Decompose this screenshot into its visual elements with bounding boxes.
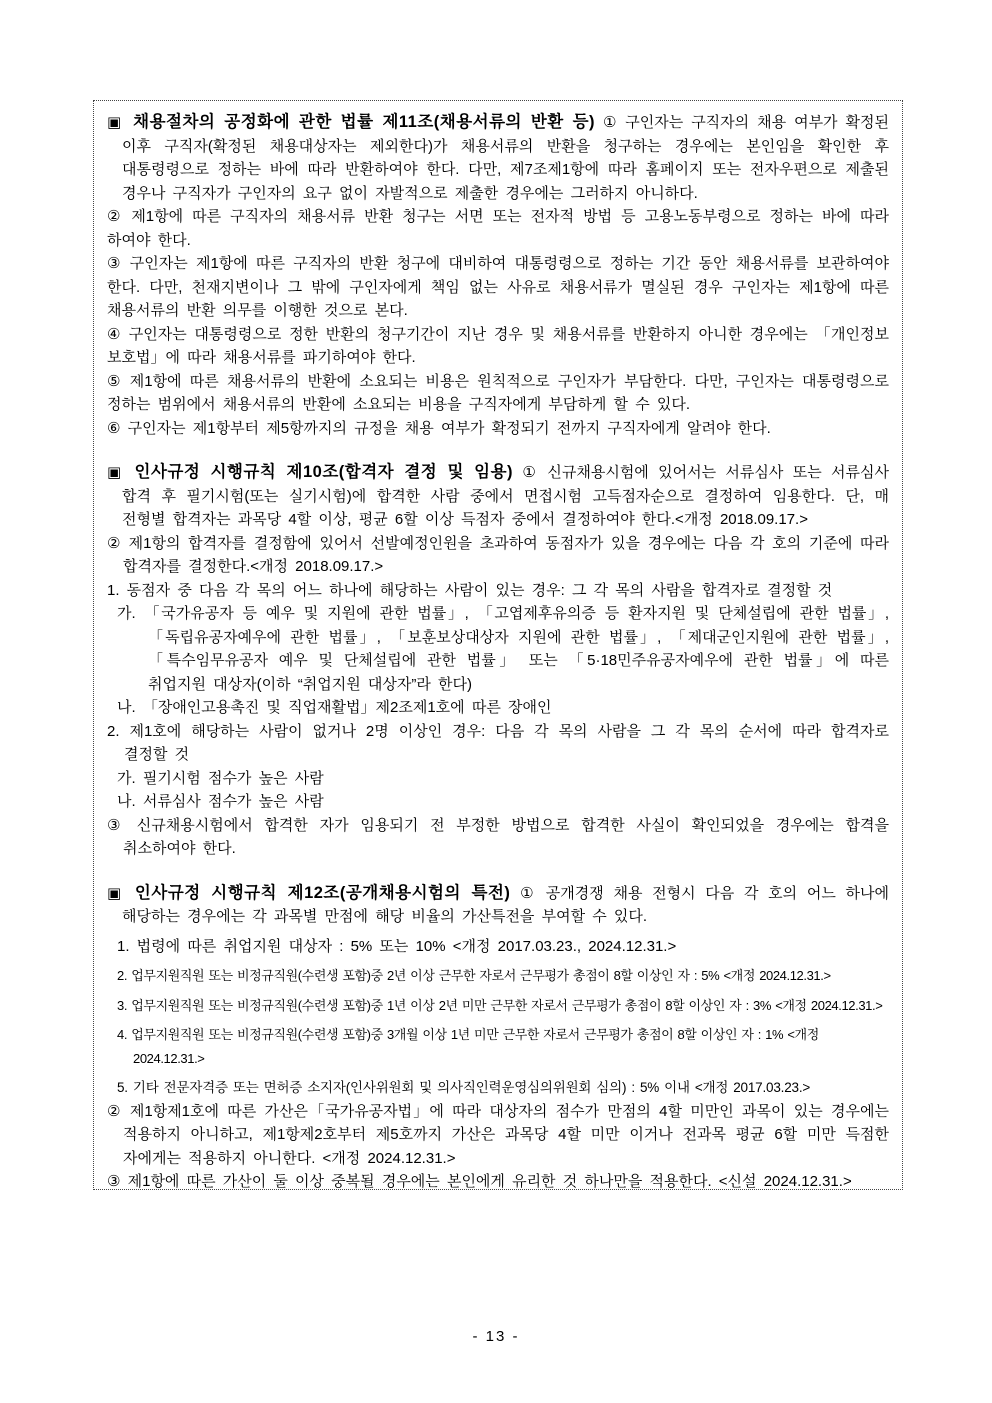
- law-paragraph: 가. 필기시험 점수가 높은 사람: [117, 769, 324, 787]
- section-lead-paragraph: [107, 111, 889, 205]
- section-marker-icon: ▣: [107, 114, 122, 131]
- law-paragraph: 가. 「국가유공자 등 예우 및 지원에 관한 법률」, 「고엽제후유의증 등 환자지원 및 단체설립에 관한 법률」, 「독립유공자예우에 관한 법률」, 「보훈보상대상자 지원에 관한 법률」, 「제대군인지원에 관한 법률」, 「특수임무유공자 예우 및 단체설립에 관한 법률」 또는 「5·18민주유공자예우에 관한 법률」에 따른 취업지원 대상자(이하 “취업지원 대상자”라 한다): [117, 605, 889, 693]
- law-paragraph: ② 제1항의 합격자를 결정함에 있어서 선발예정인원을 초과하여 동점자가 있을 경우에는 다음 각 호의 기준에 따라 합격자를 결정한다.<개정 2018.09.17.>: [107, 534, 889, 575]
- law-paragraph: ⑤ 제1항에 따른 채용서류의 반환에 소요되는 비용은 원칙적으로 구인자가 부담한다. 다만, 구인자는 대통령령으로 정하는 범위에서 채용서류의 반환에 소요되는 비용을 구직자에게 부담하게 할 수 있다.: [107, 372, 889, 413]
- section-title: 인사규정 시행규칙 제12조(공개채용시험의 특전): [134, 883, 511, 902]
- law-paragraph: 3. 업무지원직원 또는 비정규직원(수련생 포함)중 1년 이상 2년 미만 근무한 자로서 근무평가 총점이 8할 이상인 자 : 3% <개정 2024.12.31.>: [117, 997, 883, 1013]
- section-marker-icon: ▣: [107, 464, 122, 481]
- law-paragraph: 5. 기타 전문자격증 또는 면허증 소지자(인사위원회 및 의사직인력운영심의위원회 심의) : 5% 이내 <개정 2017.03.23.>: [117, 1080, 811, 1095]
- law-paragraph: 2. 업무지원직원 또는 비정규직원(수련생 포함)중 2년 이상 근무한 자로서 근무평가 총점이 8할 이상인 자 : 5% <개정 2024.12.31.>: [117, 968, 831, 983]
- law-paragraph: 4. 업무지원직원 또는 비정규직원(수련생 포함)중 3개월 이상 1년 미만 근무한 자로서 근무평가 총점이 8할 이상인 자 : 1% <개정 2024.12.31.>: [117, 1027, 819, 1066]
- law-box: [93, 100, 903, 1190]
- section-lead-text: ① 공개경쟁 채용 전형시 다음 각 호의 어느 하나에 해당하는 경우에는 각 과목별 만점에 해당 비율의 가산특전을 부여할 수 있다.: [122, 884, 889, 925]
- section-hr-rule-art12: [107, 882, 889, 1191]
- law-paragraph: ③ 구인자는 제1항에 따른 구직자의 반환 청구에 대비하여 대통령령으로 정하는 기간 동안 채용서류를 보관하여야 한다. 다만, 천재지변이나 그 밖에 구인자에게 책임 없는 사유로 채용서류가 멸실된 경우 구인자는 제1항에 따른 채용서류의 반환 의무를 이행한 것으로 본다.: [107, 255, 889, 319]
- section-lead-text: ① 신규채용시험에 있어서는 서류심사 또는 서류심사 합격 후 필기시험(또는 실기시험)에 합격한 사람 중에서 면접시험 고득점자순으로 결정하여 임용한다. 단, 매 전형별 합격자는 과목당 4할 이상, 평균 6할 이상 득점자 중에서 결정하여야 한다.<개정 2018.09.17.>: [122, 464, 890, 528]
- law-paragraph: 나. 서류심사 점수가 높은 사람: [117, 793, 324, 810]
- section-lead-text: ① 구인자는 구직자의 채용 여부가 확정된 이후 구직자(확정된 채용대상자는 제외한다)가 채용서류의 반환을 청구하는 경우에는 본인임을 확인한 후 대통령령으로 정하는 바에 따라 반환하여야 한다. 다만, 제7조제1항에 따라 홈페이지 또는 전자우편으로 제출된 경우나 구직자가 구인자의 요구 없이 자발적으로 제출한 경우에는 그러하지 아니하다.: [122, 114, 889, 202]
- law-paragraph: 2. 제1호에 해당하는 사람이 없거나 2명 이상인 경우: 다음 각 목의 사람을 그 각 목의 순서에 따라 합격자로 결정할 것: [107, 722, 889, 763]
- section-lead-paragraph: [107, 461, 889, 532]
- law-paragraph: ③ 신규채용시험에서 합격한 자가 임용되기 전 부정한 방법으로 합격한 사실이 확인되었을 경우에는 합격을 취소하여야 한다.: [107, 816, 889, 857]
- law-paragraph: ② 제1항에 따른 구직자의 채용서류 반환 청구는 서면 또는 전자적 방법 등 고용노동부령으로 정하는 바에 따라 하여야 한다.: [107, 208, 889, 249]
- law-paragraph: 나. 「장애인고용촉진 및 직업재활법」제2조제1호에 따른 장애인: [117, 699, 552, 716]
- page-number: - 13 -: [472, 1328, 520, 1345]
- section-title: 채용절차의 공정화에 관한 법률 제11조(채용서류의 반환 등): [133, 113, 596, 131]
- section-hr-rule-art10: [107, 461, 889, 861]
- law-paragraph: 1. 법령에 따른 취업지원 대상자 : 5% 또는 10% <개정 2017.03.23., 2024.12.31.>: [117, 937, 677, 955]
- section-title: 인사규정 시행규칙 제10조(합격자 결정 및 임용): [134, 463, 514, 481]
- law-paragraph: ② 제1항제1호에 따른 가산은「국가유공자법」에 따라 대상자의 점수가 만점의 4할 미만인 과목이 있는 경우에는 적용하지 아니하고, 제1항제2호부터 제5호까지 가산은 과목당 4할 미만 이거나 전과목 평균 6할 미만 득점한 자에게는 적용하지 아니한다. <개정 2024.12.31.>: [107, 1102, 889, 1167]
- section-lead-paragraph: [107, 882, 889, 929]
- section-marker-icon: ▣: [107, 884, 122, 902]
- law-paragraph: 1. 동점자 중 다음 각 목의 어느 하나에 해당하는 사람이 있는 경우: 그 각 목의 사람을 합격자로 결정할 것: [107, 581, 833, 599]
- law-paragraph: ⑥ 구인자는 제1항부터 제5항까지의 규정을 채용 여부가 확정되기 전까지 구직자에게 알려야 한다.: [107, 419, 771, 437]
- section-recruit-procedure-law-art11: [107, 111, 889, 440]
- law-paragraph: ④ 구인자는 대통령령으로 정한 반환의 청구기간이 지난 경우 및 채용서류를 반환하지 아니한 경우에는 「개인정보 보호법」에 따라 채용서류를 파기하여야 한다.: [107, 325, 889, 366]
- law-paragraph: ③ 제1항에 따른 가산이 둘 이상 중복될 경우에는 본인에게 유리한 것 하나만을 적용한다. <신설 2024.12.31.>: [107, 1173, 852, 1190]
